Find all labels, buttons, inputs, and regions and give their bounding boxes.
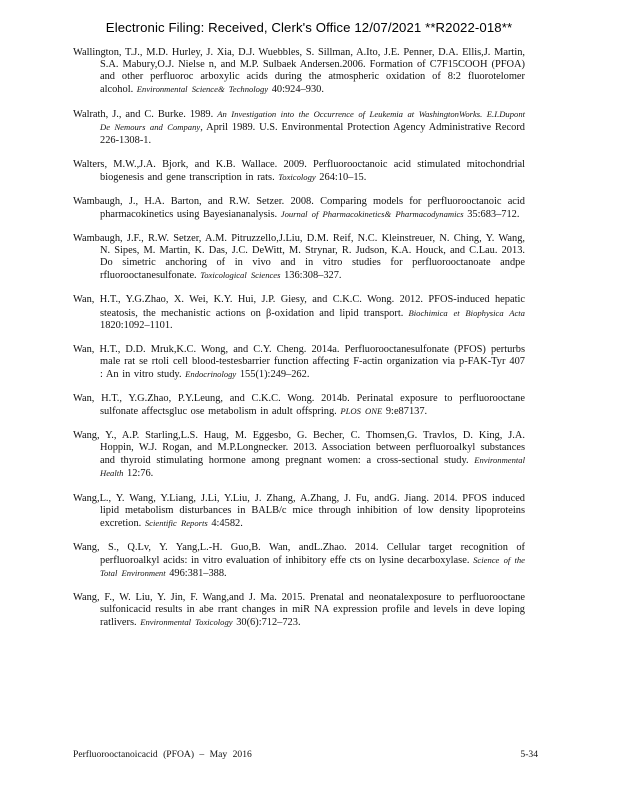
reference-citation: Wambaugh, J.F., R.W. Setzer, A.M. Pitruzzello,J.Liu, D.M. Reif, N.C. Kleinstreuer, N. Ching, Y. Wang, N. Sipes, M. Martin, K. Das, J.C. DeWitt, M. Strynar, R. Judson, K.A. Houck, and C.Lau. 2013. Do simetric anchoring of in vivo and in vitro studies for perfluorooctanoate andpe rfluorooctanesulfonate. <box>73 233 525 282</box>
reference-entry <box>73 196 525 221</box>
filing-header: Electronic Filing: Received, Clerk's Office 12/07/2021 **R2022-018** <box>105 20 513 35</box>
reference-citation: Wan, H.T., D.D. Mruk,K.C. Wong, and C.Y. Cheng. 2014a. Perfluorooctanesulfonate (PFOS) perturbs male rat se rtoli cell blood-testesbarrier function affecting F-actin organization via p-FAK-Tyr 407 : An in vitro study. <box>73 343 525 380</box>
reference-entry <box>73 542 525 580</box>
reference-volume-pages: 155(1):249–262. <box>239 368 310 380</box>
reference-volume-pages: 35:683–712. <box>467 208 520 220</box>
footer-document-title: Perfluorooctanoicacid (PFOA) – May 2016 <box>73 749 252 760</box>
reference-entry <box>73 393 525 418</box>
page-number: 5-34 <box>520 749 538 760</box>
reference-list <box>73 47 525 641</box>
reference-volume-pages: 4:4582. <box>211 517 243 529</box>
reference-volume-pages: , April 1989. U.S. Environmental Protection Agency Administrative Record 226-1308-1. <box>100 122 525 146</box>
reference-entry <box>73 592 525 629</box>
reference-journal: Toxicological Sciences <box>200 270 281 281</box>
reference-entry <box>73 233 525 282</box>
reference-journal: PLOS ONE <box>340 406 383 417</box>
reference-citation: Walters, M.W.,J.A. Bjork, and K.B. Wallace. 2009. Perfluorooctanoic acid stimulated mitochondrial biogenesis and gene transcription in rats. <box>73 158 525 183</box>
reference-volume-pages: 9:e87137. <box>385 406 428 418</box>
reference-volume-pages: 40:924–930. <box>271 84 324 96</box>
reference-citation: Wang, Y., A.P. Starling,L.S. Haug, M. Eggesbo, G. Becher, C. Thomsen,G. Travlos, D. King, J.A. Hoppin, W.J. Rogan, and M.P.Longnecker. 2013. Association between perfluoroalkyl substances and thyroid stimulating hormone among pregnant women: a cross-sectional study. <box>73 430 525 467</box>
reference-citation: Walrath, J., and C. Burke. 1989. <box>73 109 214 121</box>
reference-journal: Environmental Science& Technology <box>136 84 269 95</box>
reference-volume-pages: 1820:1092–1101. <box>100 319 173 331</box>
reference-volume-pages: 496:381–388. <box>169 568 227 579</box>
reference-citation: Wang, S., Q.Lv, Y. Yang,L.-H. Guo,B. Wan, andL.Zhao. 2014. Cellular target recognition of perfluoroalkyl acids: in vitro evaluation of inhibitory effe cts on lysine decarboxylase. <box>73 541 525 566</box>
reference-entry <box>73 47 525 96</box>
reference-volume-pages: 30(6):712–723. <box>236 617 301 629</box>
reference-journal: An Investigation into the Occurrence of Leukemia at WashingtonWorks. E.I.Dupont De Nemours and Company <box>100 109 526 133</box>
reference-entry <box>73 493 525 530</box>
reference-citation: Wang, F., W. Liu, Y. Jin, F. Wang,and J. Ma. 2015. Prenatal and neonatalexposure to perfluorooctane sulfonicacid results in abe rrant changes in miR NA expression profile and levels in deve loping ratlivers. <box>73 592 525 629</box>
reference-entry <box>73 430 525 480</box>
reference-journal: Endocrinology <box>185 368 237 379</box>
reference-volume-pages: 136:308–327. <box>284 270 342 282</box>
reference-journal: Biochimica et Biophysica Acta <box>408 307 525 318</box>
reference-citation: Wan, H.T., Y.G.Zhao, P.Y.Leung, and C.K.C. Wong. 2014b. Perinatal exposure to perfluorooctane sulfonate affectsgluc ose metabolism in adult offspring. <box>73 392 525 418</box>
reference-citation: Wambaugh, J., H.A. Barton, and R.W. Setzer. 2008. Comparing models for perfluorooctanoic acid pharmacokinetics using Bayesiananalysis. <box>73 195 525 220</box>
reference-entry <box>73 159 525 184</box>
reference-volume-pages: 12:76. <box>127 468 154 480</box>
reference-journal: Environmental Health <box>100 455 525 479</box>
reference-citation: Wang,L., Y. Wang, Y.Liang, J.Li, Y.Liu, J. Zhang, A.Zhang, J. Fu, andG. Jiang. 2014. PFOS induced lipid metabolism disturbances in BALB/c mice through inhibition of low density lipoproteins excretion. <box>73 492 525 529</box>
reference-journal: Scientific Reports <box>144 517 208 528</box>
reference-citation: Wallington, T.J., M.D. Hurley, J. Xia, D.J. Wuebbles, S. Sillman, A.Ito, J.E. Penner, D.A. Ellis,J. Martin, S.A. Mabury,O.J. Nielse n, and M.P. Sulbaek Andersen.2006. Formation of C7F15COOH (PFOA) and other perfluoroc arboxylic acids during the atmospheric oxidation of 8:2 fluorotelomer alcohol. <box>73 47 525 96</box>
reference-entry <box>73 294 525 331</box>
reference-citation: Wan, H.T., Y.G.Zhao, X. Wei, K.Y. Hui, J.P. Giesy, and C.K.C. Wong. 2012. PFOS-induced hepatic steatosis, the mechanistic actions on β-oxidation and lipid transport. <box>73 294 525 319</box>
reference-journal: Journal of Pharmacokinetics& Pharmacodynamics <box>280 208 464 219</box>
reference-entry <box>73 108 525 146</box>
reference-journal: Science of the Total Environment <box>100 554 525 578</box>
reference-journal: Toxicology <box>278 171 316 182</box>
reference-volume-pages: 264:10–15. <box>319 171 367 183</box>
reference-journal: Environmental Toxicology <box>140 617 233 628</box>
reference-entry <box>73 344 525 381</box>
